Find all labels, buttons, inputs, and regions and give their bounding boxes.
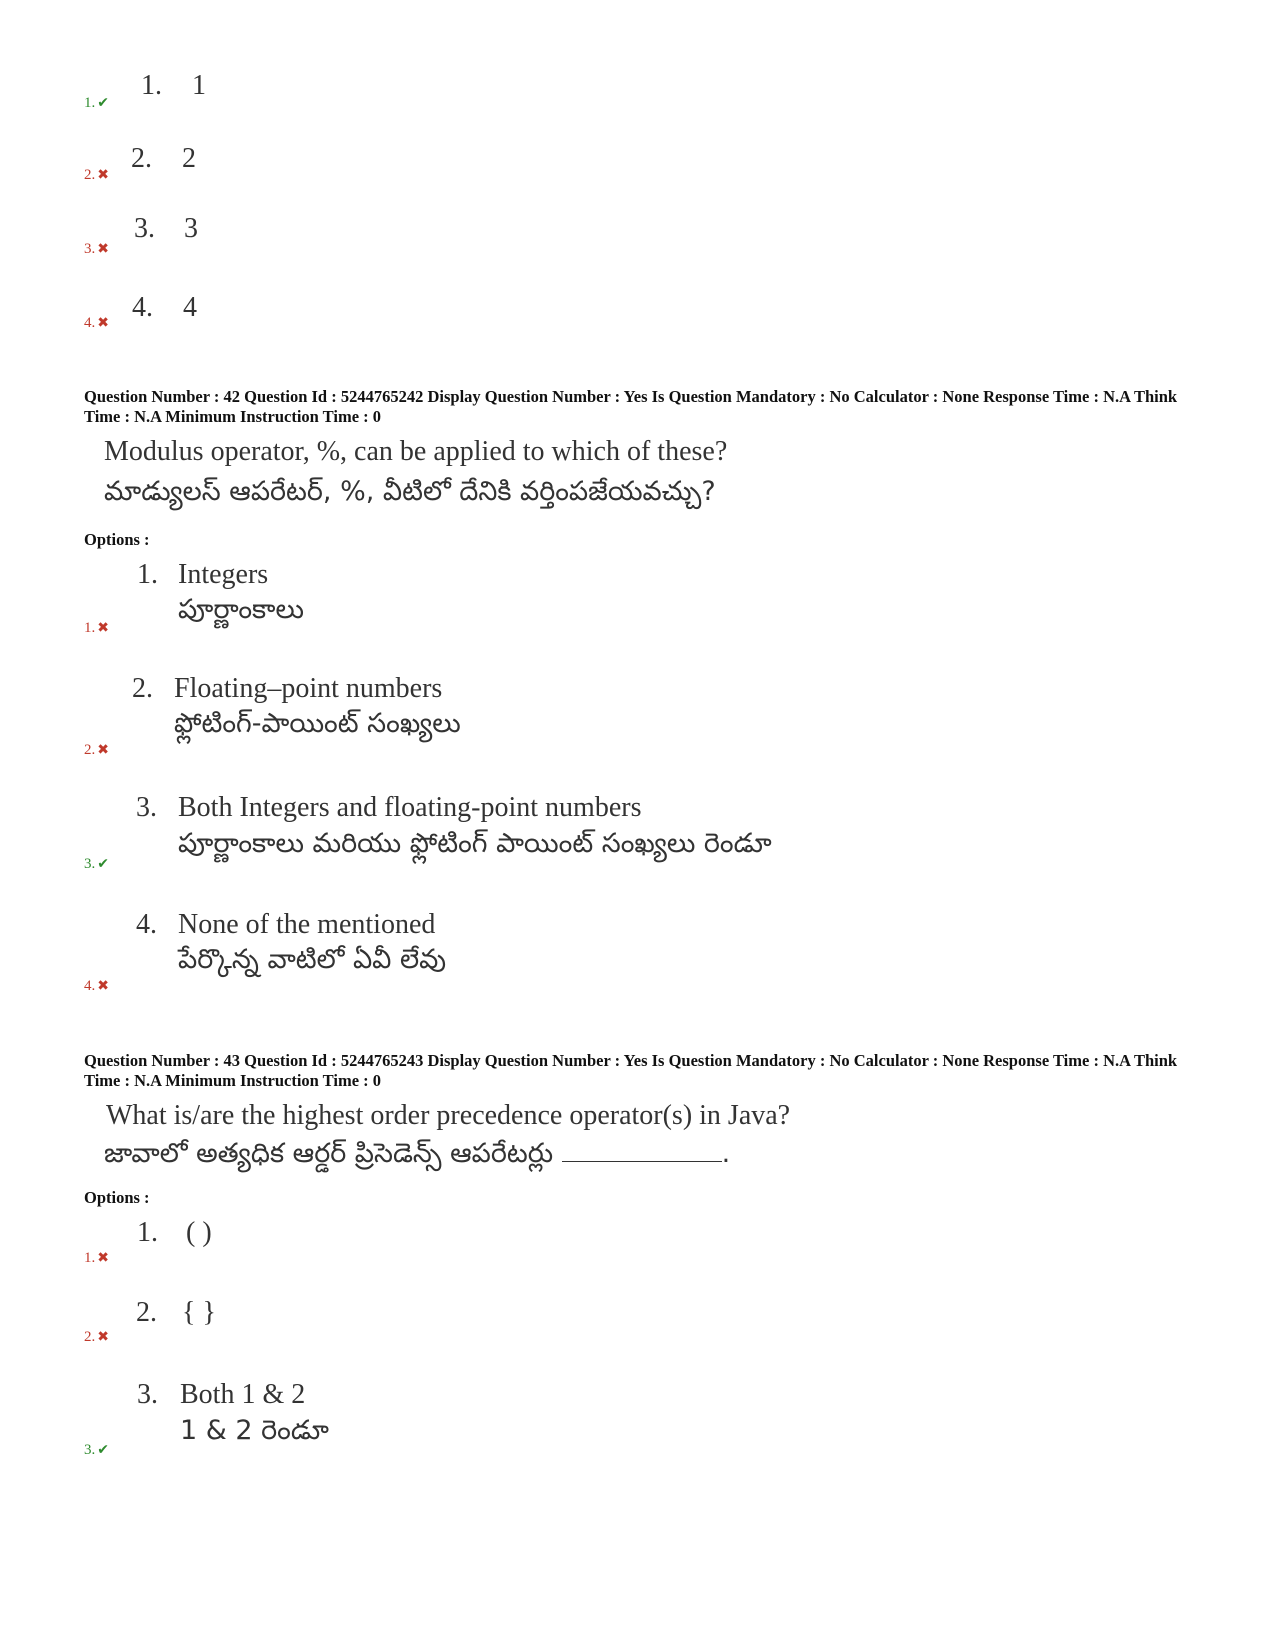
option-text-te: 1 & 2 రెండూ (180, 1415, 329, 1446)
cross-icon: ✖ (97, 742, 109, 758)
option-text-en: Both Integers and floating-point numbers (178, 792, 642, 823)
question-meta: Question Number : 43 Question Id : 5244765243 Display Question Number : Yes Is Question Mandatory : No Calculator : None Response Time : N.A Think Time : N.A Minimum Instruction Time : 0 (84, 1051, 1178, 1090)
option-marker: 3. ✖ (84, 241, 109, 257)
option-text-te: పూర్ణాంకాలు (178, 594, 304, 625)
cross-icon: ✖ (97, 315, 109, 331)
check-icon: ✔ (97, 1442, 109, 1458)
question-text-te: జావాలో అత్యధిక ఆర్డర్ ప్రిసెడెన్స్ ఆపరేటర్లు . (104, 1138, 731, 1169)
option-text-en: None of the mentioned (178, 909, 436, 940)
option-text: 2 (182, 143, 196, 174)
cross-icon: ✖ (97, 620, 109, 636)
option-text-en: Integers (178, 559, 269, 590)
option-text-te: ఫ్లోటింగ్-పాయింట్ సంఖ్యలు (174, 708, 461, 739)
option-number: 2. (136, 1297, 157, 1328)
option-marker: 4. ✖ (84, 315, 109, 331)
question-meta: Question Number : 42 Question Id : 5244765242 Display Question Number : Yes Is Question Mandatory : No Calculator : None Response Time : N.A Think Time : N.A Minimum Instruction Time : 0 (84, 387, 1178, 426)
option-marker: 1. ✖ (84, 620, 109, 636)
options-label: Options : (84, 1188, 150, 1207)
option-number: 4. (136, 909, 157, 940)
option-number: 4. (132, 292, 153, 323)
answer-blank (562, 1139, 722, 1162)
option-number: 1. (141, 70, 162, 101)
cross-icon: ✖ (97, 1250, 109, 1266)
option-number: 3. (136, 792, 157, 823)
cross-icon: ✖ (97, 1329, 109, 1345)
option-text: 1 (192, 70, 206, 101)
option-number: 1. (137, 559, 158, 590)
option-text: 4 (183, 292, 197, 323)
option-text-en: Both 1 & 2 (180, 1379, 306, 1410)
option-marker: 1. ✖ (84, 1250, 109, 1266)
check-icon: ✔ (97, 95, 109, 111)
option-marker: 3. ✔ (84, 856, 109, 872)
cross-icon: ✖ (97, 241, 109, 257)
question-text-te: మాడ్యులస్ ఆపరేటర్, %, వీటిలో దేనికి వర్తింపజేయవచ్చు? (104, 476, 716, 507)
option-number: 3. (137, 1379, 158, 1410)
option-marker: 4. ✖ (84, 978, 109, 994)
option-text-te: పేర్కొన్న వాటిలో ఏవీ లేవు (178, 944, 447, 975)
options-label: Options : (84, 530, 150, 549)
option-marker: 2. ✖ (84, 742, 109, 758)
option-text-en: ( ) (186, 1217, 212, 1248)
option-text: 3 (184, 213, 198, 244)
option-number: 2. (132, 673, 153, 704)
option-number: 2. (131, 143, 152, 174)
option-marker: 3. ✔ (84, 1442, 109, 1458)
option-text-te: పూర్ణాంకాలు మరియు ఫ్లోటింగ్ పాయింట్ సంఖ్యలు రెండూ (178, 828, 772, 859)
option-number: 1. (137, 1217, 158, 1248)
option-marker: 2. ✖ (84, 167, 109, 183)
question-text-en: Modulus operator, %, can be applied to which of these? (104, 436, 728, 467)
option-marker: 2. ✖ (84, 1329, 109, 1345)
option-text-en: Floating–point numbers (174, 673, 443, 704)
option-text-en: { } (182, 1297, 216, 1328)
question-text-en: What is/are the highest order precedence operator(s) in Java? (106, 1100, 791, 1131)
check-icon: ✔ (97, 856, 109, 872)
cross-icon: ✖ (97, 167, 109, 183)
option-number: 3. (134, 213, 155, 244)
cross-icon: ✖ (97, 978, 109, 994)
option-marker: 1. ✔ (84, 95, 109, 111)
